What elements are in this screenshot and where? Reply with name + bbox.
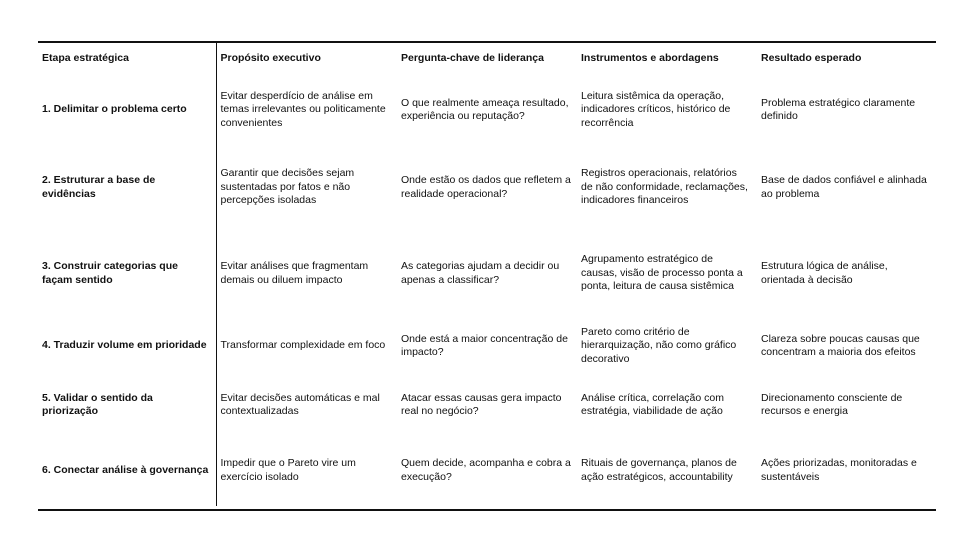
stage-cell: 5. Validar o sentido da priorização [38, 375, 216, 435]
instruments-cell: Leitura sistêmica da operação, indicadores críticos, histórico de recorrência [581, 89, 731, 129]
stage-cell: 6. Conectar análise à governança [38, 435, 216, 506]
header-stage: Etapa estratégica [38, 43, 216, 75]
header-instruments: Instrumentos e abordagens [581, 52, 719, 65]
table-row [38, 375, 936, 435]
question-cell: O que realmente ameaça resultado, experiência ou reputação? [401, 96, 569, 122]
instruments-cell: Pareto como critério de hierarquização, não como gráfico decorativo [581, 325, 737, 365]
strategy-table-grid [38, 43, 937, 506]
question-cell: Onde estão os dados que refletem a realidade operacional? [401, 174, 571, 200]
header-purpose: Propósito executivo [220, 52, 321, 65]
result-cell: Estrutura lógica de análise, orientada à decisão [761, 260, 888, 286]
instruments-cell: Agrupamento estratégico de causas, visão de processo ponta a ponta, leitura de causa sistêmica [581, 253, 743, 293]
result-cell: Problema estratégico claramente definido [761, 96, 916, 122]
table-row [38, 230, 936, 317]
question-cell: Quem decide, acompanha e cobra a execução? [401, 457, 571, 483]
question-cell: Atacar essas causas gera impacto real no negócio? [401, 391, 562, 417]
stage-cell: 4. Traduzir volume em prioridade [38, 317, 216, 375]
question-cell: As categorias ajudam a decidir ou apenas a classificar? [401, 260, 560, 286]
purpose-cell: Evitar análises que fragmentam demais ou diluem impacto [220, 260, 369, 286]
table-header [38, 43, 936, 75]
strategy-table [38, 41, 936, 511]
purpose-cell: Impedir que o Pareto vire um exercício isolado [220, 457, 356, 483]
purpose-cell: Evitar desperdício de análise em temas irrelevantes ou politicamente convenientes [220, 89, 386, 129]
result-cell: Direcionamento consciente de recursos e energia [761, 391, 903, 417]
instruments-cell: Registros operacionais, relatórios de não conformidade, reclamações, indicadores financeiros [581, 167, 748, 207]
question-cell: Onde está a maior concentração de impacto? [401, 332, 568, 358]
header-row [38, 43, 936, 75]
stage-cell: 2. Estruturar a base de evidências [38, 145, 216, 230]
stage-cell: 3. Construir categorias que façam sentido [38, 230, 216, 317]
stage-cell: 1. Delimitar o problema certo [38, 75, 216, 145]
instruments-cell: Rituais de governança, planos de ação estratégicos, accountability [581, 457, 737, 483]
header-result: Resultado esperado [761, 52, 862, 65]
result-cell: Ações priorizadas, monitoradas e sustentáveis [761, 457, 917, 483]
table-row [38, 435, 936, 506]
result-cell: Clareza sobre poucas causas que concentram a maioria dos efeitos [761, 332, 920, 358]
table-row [38, 317, 936, 375]
table-row [38, 75, 936, 145]
purpose-cell: Garantir que decisões sejam sustentadas por fatos e não percepções isoladas [220, 167, 355, 207]
table-row [38, 145, 936, 230]
purpose-cell: Transformar complexidade em foco [220, 339, 386, 352]
result-cell: Base de dados confiável e alinhada ao problema [761, 174, 927, 200]
purpose-cell: Evitar decisões automáticas e mal contextualizadas [220, 391, 380, 417]
header-question: Pergunta-chave de liderança [401, 52, 544, 65]
table-body [38, 75, 936, 506]
instruments-cell: Análise crítica, correlação com estratégia, viabilidade de ação [581, 391, 724, 417]
